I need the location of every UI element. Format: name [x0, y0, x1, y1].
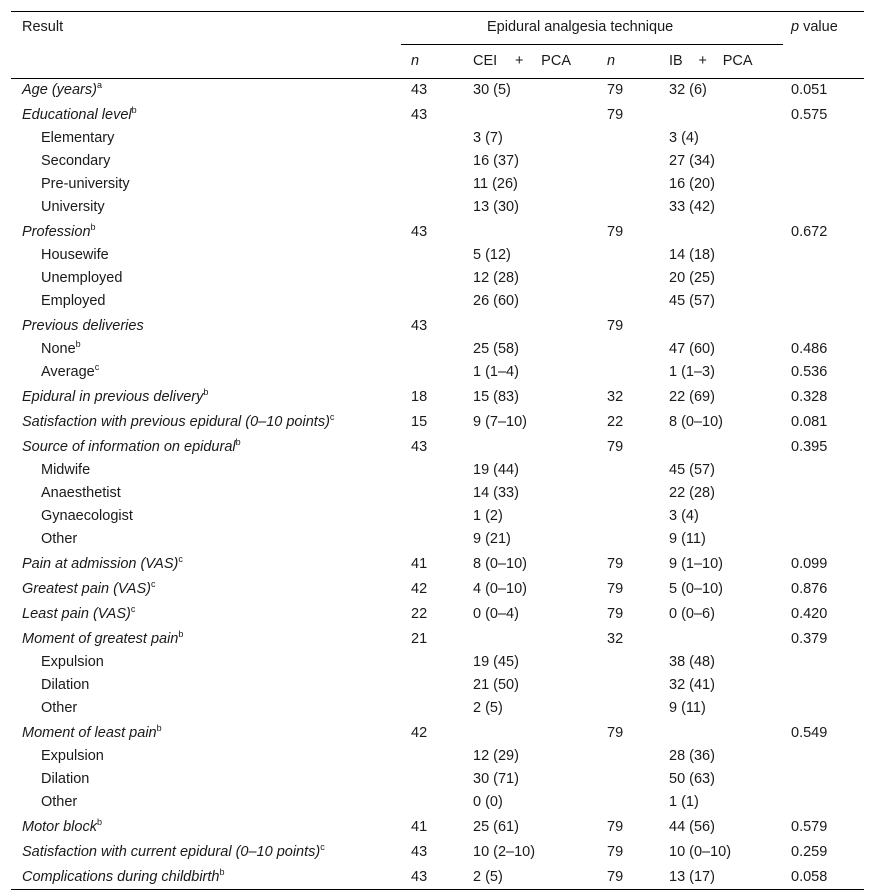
- row-label: [22, 107, 137, 123]
- row-label-text: Moment of greatest pain: [22, 631, 179, 647]
- ib-pca-cell: 1 (1): [669, 794, 699, 810]
- table-row: [11, 791, 864, 814]
- cei-pca-header: CEI + PCA: [473, 53, 571, 69]
- row-label: [41, 130, 114, 146]
- row-label-text: Average: [41, 364, 95, 380]
- table-row: [11, 459, 864, 482]
- p-value-header: [791, 19, 838, 35]
- cei-pca-cell: 2 (5): [473, 869, 503, 885]
- row-label-text: Satisfaction with previous epidural (0–10 points): [22, 414, 330, 430]
- group-header: Epidural analgesia technique: [487, 19, 674, 35]
- n-ib-cell: 79: [607, 844, 624, 860]
- row-label: [22, 819, 102, 835]
- cei-pca-cell: 2 (5): [473, 700, 503, 716]
- table-row: [11, 221, 864, 244]
- table-row: [11, 578, 864, 601]
- n-ib-cell: 79: [607, 439, 624, 455]
- row-label-text: None: [41, 341, 76, 357]
- n-header-ib: n: [607, 53, 616, 69]
- table-row: [11, 411, 864, 434]
- row-label: [22, 82, 102, 98]
- cei-pca-cell: 3 (7): [473, 130, 503, 146]
- ib-pca-cell: 47 (60): [669, 341, 715, 357]
- ib-pca-cell: 8 (0–10): [669, 414, 724, 430]
- n-cei-cell: 21: [411, 631, 428, 647]
- row-label-text: Pre-university: [41, 176, 130, 192]
- p-value-cell: 0.379: [791, 631, 828, 647]
- row-label-text: Secondary: [41, 153, 111, 169]
- row-label: [22, 631, 183, 647]
- row-label-text: Satisfaction with current epidural (0–10 points): [22, 844, 321, 860]
- table-row: [11, 386, 864, 409]
- footnote-marker: b: [75, 339, 81, 350]
- row-label: [41, 531, 77, 547]
- n-cei-cell: 15: [411, 414, 428, 430]
- n-cei-cell: 42: [411, 725, 428, 741]
- ib-pca-cell: 16 (20): [669, 176, 715, 192]
- ib-pca-cell: 10 (0–10): [669, 844, 732, 860]
- n-cei-cell: 43: [411, 82, 428, 98]
- header-row-2: [11, 45, 864, 79]
- n-header-cei: n: [411, 53, 420, 69]
- row-label: [22, 439, 241, 455]
- row-label-text: Educational level: [22, 107, 132, 123]
- row-label: [41, 485, 121, 501]
- cei-pca-cell: 0 (0): [473, 794, 503, 810]
- ib-pca-cell: 13 (17): [669, 869, 715, 885]
- p-value-cell: 0.395: [791, 439, 828, 455]
- header-row-1: [11, 12, 864, 45]
- table-row: [11, 745, 864, 768]
- row-label: [22, 224, 96, 240]
- row-label: [22, 869, 224, 885]
- ib-pca-cell: 9 (11): [669, 700, 706, 716]
- n-cei-cell: 22: [411, 606, 428, 622]
- ib-pca-cell: 3 (4): [669, 508, 699, 524]
- table-row: [11, 173, 864, 196]
- footnote-marker: c: [329, 412, 335, 423]
- row-label-text: Elementary: [41, 130, 115, 146]
- table-row: [11, 674, 864, 697]
- n-cei-cell: 43: [411, 439, 428, 455]
- cei-pca-cell: 25 (61): [473, 819, 519, 835]
- cei-pca-cell: 1 (1–4): [473, 364, 519, 380]
- cei-pca-cell: 1 (2): [473, 508, 503, 524]
- row-label: [41, 508, 133, 524]
- p-value-cell: 0.672: [791, 224, 828, 240]
- footnote-marker: c: [178, 554, 183, 565]
- cei-pca-cell: 19 (45): [473, 654, 519, 670]
- footnote-marker: a: [96, 80, 102, 91]
- ib-pca-cell: 0 (0–6): [669, 606, 715, 622]
- row-label: [41, 199, 105, 215]
- table-row: [11, 290, 864, 313]
- cei-pca-cell: 0 (0–4): [473, 606, 519, 622]
- cei-pca-cell: 4 (0–10): [473, 581, 528, 597]
- table-row: [11, 553, 864, 576]
- n-ib-cell: 79: [607, 869, 624, 885]
- cei-pca-cell: 21 (50): [473, 677, 519, 693]
- row-label: [41, 364, 99, 380]
- p-value-cell: 0.328: [791, 389, 828, 405]
- row-label: [41, 462, 90, 478]
- row-label: [22, 844, 325, 860]
- p-value-cell: 0.081: [791, 414, 828, 430]
- footnote-marker: c: [130, 604, 136, 615]
- table-row: [11, 841, 864, 864]
- table-row: [11, 150, 864, 173]
- row-label-text: Other: [41, 700, 78, 716]
- n-ib-cell: 79: [607, 819, 624, 835]
- n-ib-cell: 22: [607, 414, 624, 430]
- table-row: [11, 338, 864, 361]
- table-row: [11, 697, 864, 720]
- n-cei-cell: 41: [411, 556, 428, 572]
- row-label: [22, 725, 162, 741]
- row-label-text: Dilation: [41, 677, 90, 693]
- row-label: [41, 654, 104, 670]
- footnote-marker: b: [219, 867, 225, 878]
- table-row: [11, 315, 864, 338]
- table-row: [11, 127, 864, 150]
- table-row: [11, 722, 864, 745]
- row-label-text: Anaesthetist: [41, 485, 121, 501]
- cei-pca-cell: 12 (28): [473, 270, 519, 286]
- n-ib-cell: 79: [607, 556, 624, 572]
- ib-pca-cell: 9 (1–10): [669, 556, 724, 572]
- table-row: [11, 361, 864, 384]
- row-label: [22, 581, 155, 597]
- ib-pca-cell: 9 (11): [669, 531, 706, 547]
- row-label-text: Expulsion: [41, 654, 104, 670]
- table-row: [11, 768, 864, 791]
- footnote-marker: c: [150, 579, 156, 590]
- p-value-cell: 0.579: [791, 819, 828, 835]
- p-value-cell: 0.549: [791, 725, 828, 741]
- cei-pca-cell: 16 (37): [473, 153, 519, 169]
- table-row: [11, 628, 864, 651]
- p-value-text: value: [799, 19, 838, 35]
- p-value-cell: 0.536: [791, 364, 828, 380]
- table-row: [11, 196, 864, 219]
- ib-pca-cell: 50 (63): [669, 771, 715, 787]
- p-value-cell: 0.259: [791, 844, 828, 860]
- ib-pca-cell: 27 (34): [669, 153, 715, 169]
- cei-pca-cell: 26 (60): [473, 293, 519, 309]
- ib-pca-cell: 45 (57): [669, 293, 715, 309]
- ib-pca-cell: 32 (41): [669, 677, 715, 693]
- table-row: [11, 651, 864, 674]
- footnote-marker: c: [320, 842, 325, 853]
- cei-pca-cell: 9 (21): [473, 531, 511, 547]
- ib-pca-cell: 28 (36): [669, 748, 715, 764]
- row-label-text: Other: [41, 531, 78, 547]
- table-row: [11, 603, 864, 626]
- n-cei-cell: 41: [411, 819, 428, 835]
- n-ib-cell: 79: [607, 82, 624, 98]
- row-label-text: Employed: [41, 293, 106, 309]
- n-ib-cell: 79: [607, 107, 624, 123]
- n-ib-cell: 79: [607, 224, 624, 240]
- row-label-text: Greatest pain (VAS): [22, 581, 151, 597]
- footnote-marker: b: [178, 629, 184, 640]
- table-row: [11, 104, 864, 127]
- row-label: [22, 414, 334, 430]
- ib-pca-cell: 20 (25): [669, 270, 715, 286]
- table-row: [11, 505, 864, 528]
- p-value-cell: 0.420: [791, 606, 828, 622]
- row-label-text: Complications during childbirth: [22, 869, 220, 885]
- row-label: [22, 556, 183, 572]
- row-label-text: University: [41, 199, 105, 215]
- footnote-marker: c: [94, 362, 100, 373]
- row-label-text: Previous deliveries: [22, 318, 144, 334]
- row-label-text: Other: [41, 794, 78, 810]
- n-cei-cell: 18: [411, 389, 428, 405]
- cei-pca-cell: 30 (71): [473, 771, 519, 787]
- n-cei-cell: 43: [411, 318, 428, 334]
- ib-pca-cell: 22 (69): [669, 389, 715, 405]
- row-label: [41, 293, 105, 309]
- cei-pca-cell: 9 (7–10): [473, 414, 528, 430]
- footnote-marker: b: [235, 437, 241, 448]
- n-ib-cell: 79: [607, 581, 624, 597]
- ib-pca-cell: 44 (56): [669, 819, 715, 835]
- n-ib-cell: 79: [607, 725, 624, 741]
- ib-pca-cell: 38 (48): [669, 654, 715, 670]
- row-label: [22, 318, 144, 334]
- p-value-cell: 0.099: [791, 556, 828, 572]
- n-cei-cell: 43: [411, 107, 428, 123]
- row-label: [41, 748, 104, 764]
- cei-pca-cell: 14 (33): [473, 485, 519, 501]
- ib-pca-cell: 5 (0–10): [669, 581, 724, 597]
- row-label-text: Least pain (VAS): [22, 606, 131, 622]
- ib-pca-cell: 33 (42): [669, 199, 715, 215]
- footnote-marker: b: [156, 723, 162, 734]
- p-letter: p: [791, 19, 800, 35]
- row-label: [41, 677, 89, 693]
- n-ib-cell: 79: [607, 318, 624, 334]
- ib-pca-cell: 1 (1–3): [669, 364, 715, 380]
- n-ib-cell: 32: [607, 631, 624, 647]
- table-body: [11, 79, 864, 889]
- row-label-text: Moment of least pain: [22, 725, 157, 741]
- table-row: [11, 244, 864, 267]
- table-row: [11, 866, 864, 889]
- table-row: [11, 528, 864, 551]
- row-label-text: Pain at admission (VAS): [22, 556, 179, 572]
- cei-pca-cell: 19 (44): [473, 462, 519, 478]
- row-label-text: Source of information on epidural: [22, 439, 236, 455]
- cei-pca-cell: 30 (5): [473, 82, 511, 98]
- row-label-text: Housewife: [41, 247, 109, 263]
- row-label: [41, 341, 81, 357]
- cei-pca-cell: 12 (29): [473, 748, 519, 764]
- n-cei-cell: 43: [411, 844, 428, 860]
- p-value-cell: 0.058: [791, 869, 828, 885]
- row-label-text: Profession: [22, 224, 91, 240]
- ib-pca-header: IB + PCA: [669, 53, 753, 69]
- row-label: [41, 700, 77, 716]
- ib-pca-cell: 22 (28): [669, 485, 715, 501]
- row-label: [41, 794, 77, 810]
- ib-pca-cell: 3 (4): [669, 130, 699, 146]
- row-label: [41, 247, 109, 263]
- footnote-marker: b: [203, 387, 209, 398]
- table-row: [11, 816, 864, 839]
- row-label: [41, 270, 122, 286]
- p-value-cell: 0.486: [791, 341, 828, 357]
- cei-pca-cell: 15 (83): [473, 389, 519, 405]
- table-row: [11, 482, 864, 505]
- row-label: [41, 153, 110, 169]
- row-label-text: Age (years): [22, 82, 97, 98]
- row-label-text: Gynaecologist: [41, 508, 133, 524]
- n-cei-cell: 43: [411, 224, 428, 240]
- row-label-text: Unemployed: [41, 270, 123, 286]
- cei-pca-cell: 5 (12): [473, 247, 511, 263]
- footnote-marker: b: [90, 222, 96, 233]
- cei-pca-cell: 8 (0–10): [473, 556, 528, 572]
- footnote-marker: b: [96, 817, 102, 828]
- ib-pca-cell: 45 (57): [669, 462, 715, 478]
- ib-pca-cell: 14 (18): [669, 247, 715, 263]
- p-value-cell: 0.575: [791, 107, 828, 123]
- row-label: [22, 606, 135, 622]
- cei-pca-cell: 25 (58): [473, 341, 519, 357]
- row-label-text: Expulsion: [41, 748, 104, 764]
- row-label-text: Motor block: [22, 819, 97, 835]
- row-label-text: Midwife: [41, 462, 91, 478]
- results-table: [11, 11, 864, 890]
- cei-pca-cell: 10 (2–10): [473, 844, 536, 860]
- cei-pca-cell: 11 (26): [473, 176, 518, 192]
- result-header: Result: [22, 19, 64, 35]
- row-label: [22, 389, 208, 405]
- n-ib-cell: 32: [607, 389, 624, 405]
- ib-pca-cell: 32 (6): [669, 82, 707, 98]
- p-value-cell: 0.876: [791, 581, 828, 597]
- table-row: [11, 436, 864, 459]
- cei-pca-cell: 13 (30): [473, 199, 519, 215]
- row-label: [41, 771, 89, 787]
- n-cei-cell: 42: [411, 581, 428, 597]
- n-ib-cell: 79: [607, 606, 624, 622]
- n-cei-cell: 43: [411, 869, 428, 885]
- row-label: [41, 176, 130, 192]
- table-row: [11, 79, 864, 102]
- p-value-cell: 0.051: [791, 82, 828, 98]
- table-row: [11, 267, 864, 290]
- row-label-text: Dilation: [41, 771, 90, 787]
- row-label-text: Epidural in previous delivery: [22, 389, 204, 405]
- footnote-marker: b: [131, 105, 137, 116]
